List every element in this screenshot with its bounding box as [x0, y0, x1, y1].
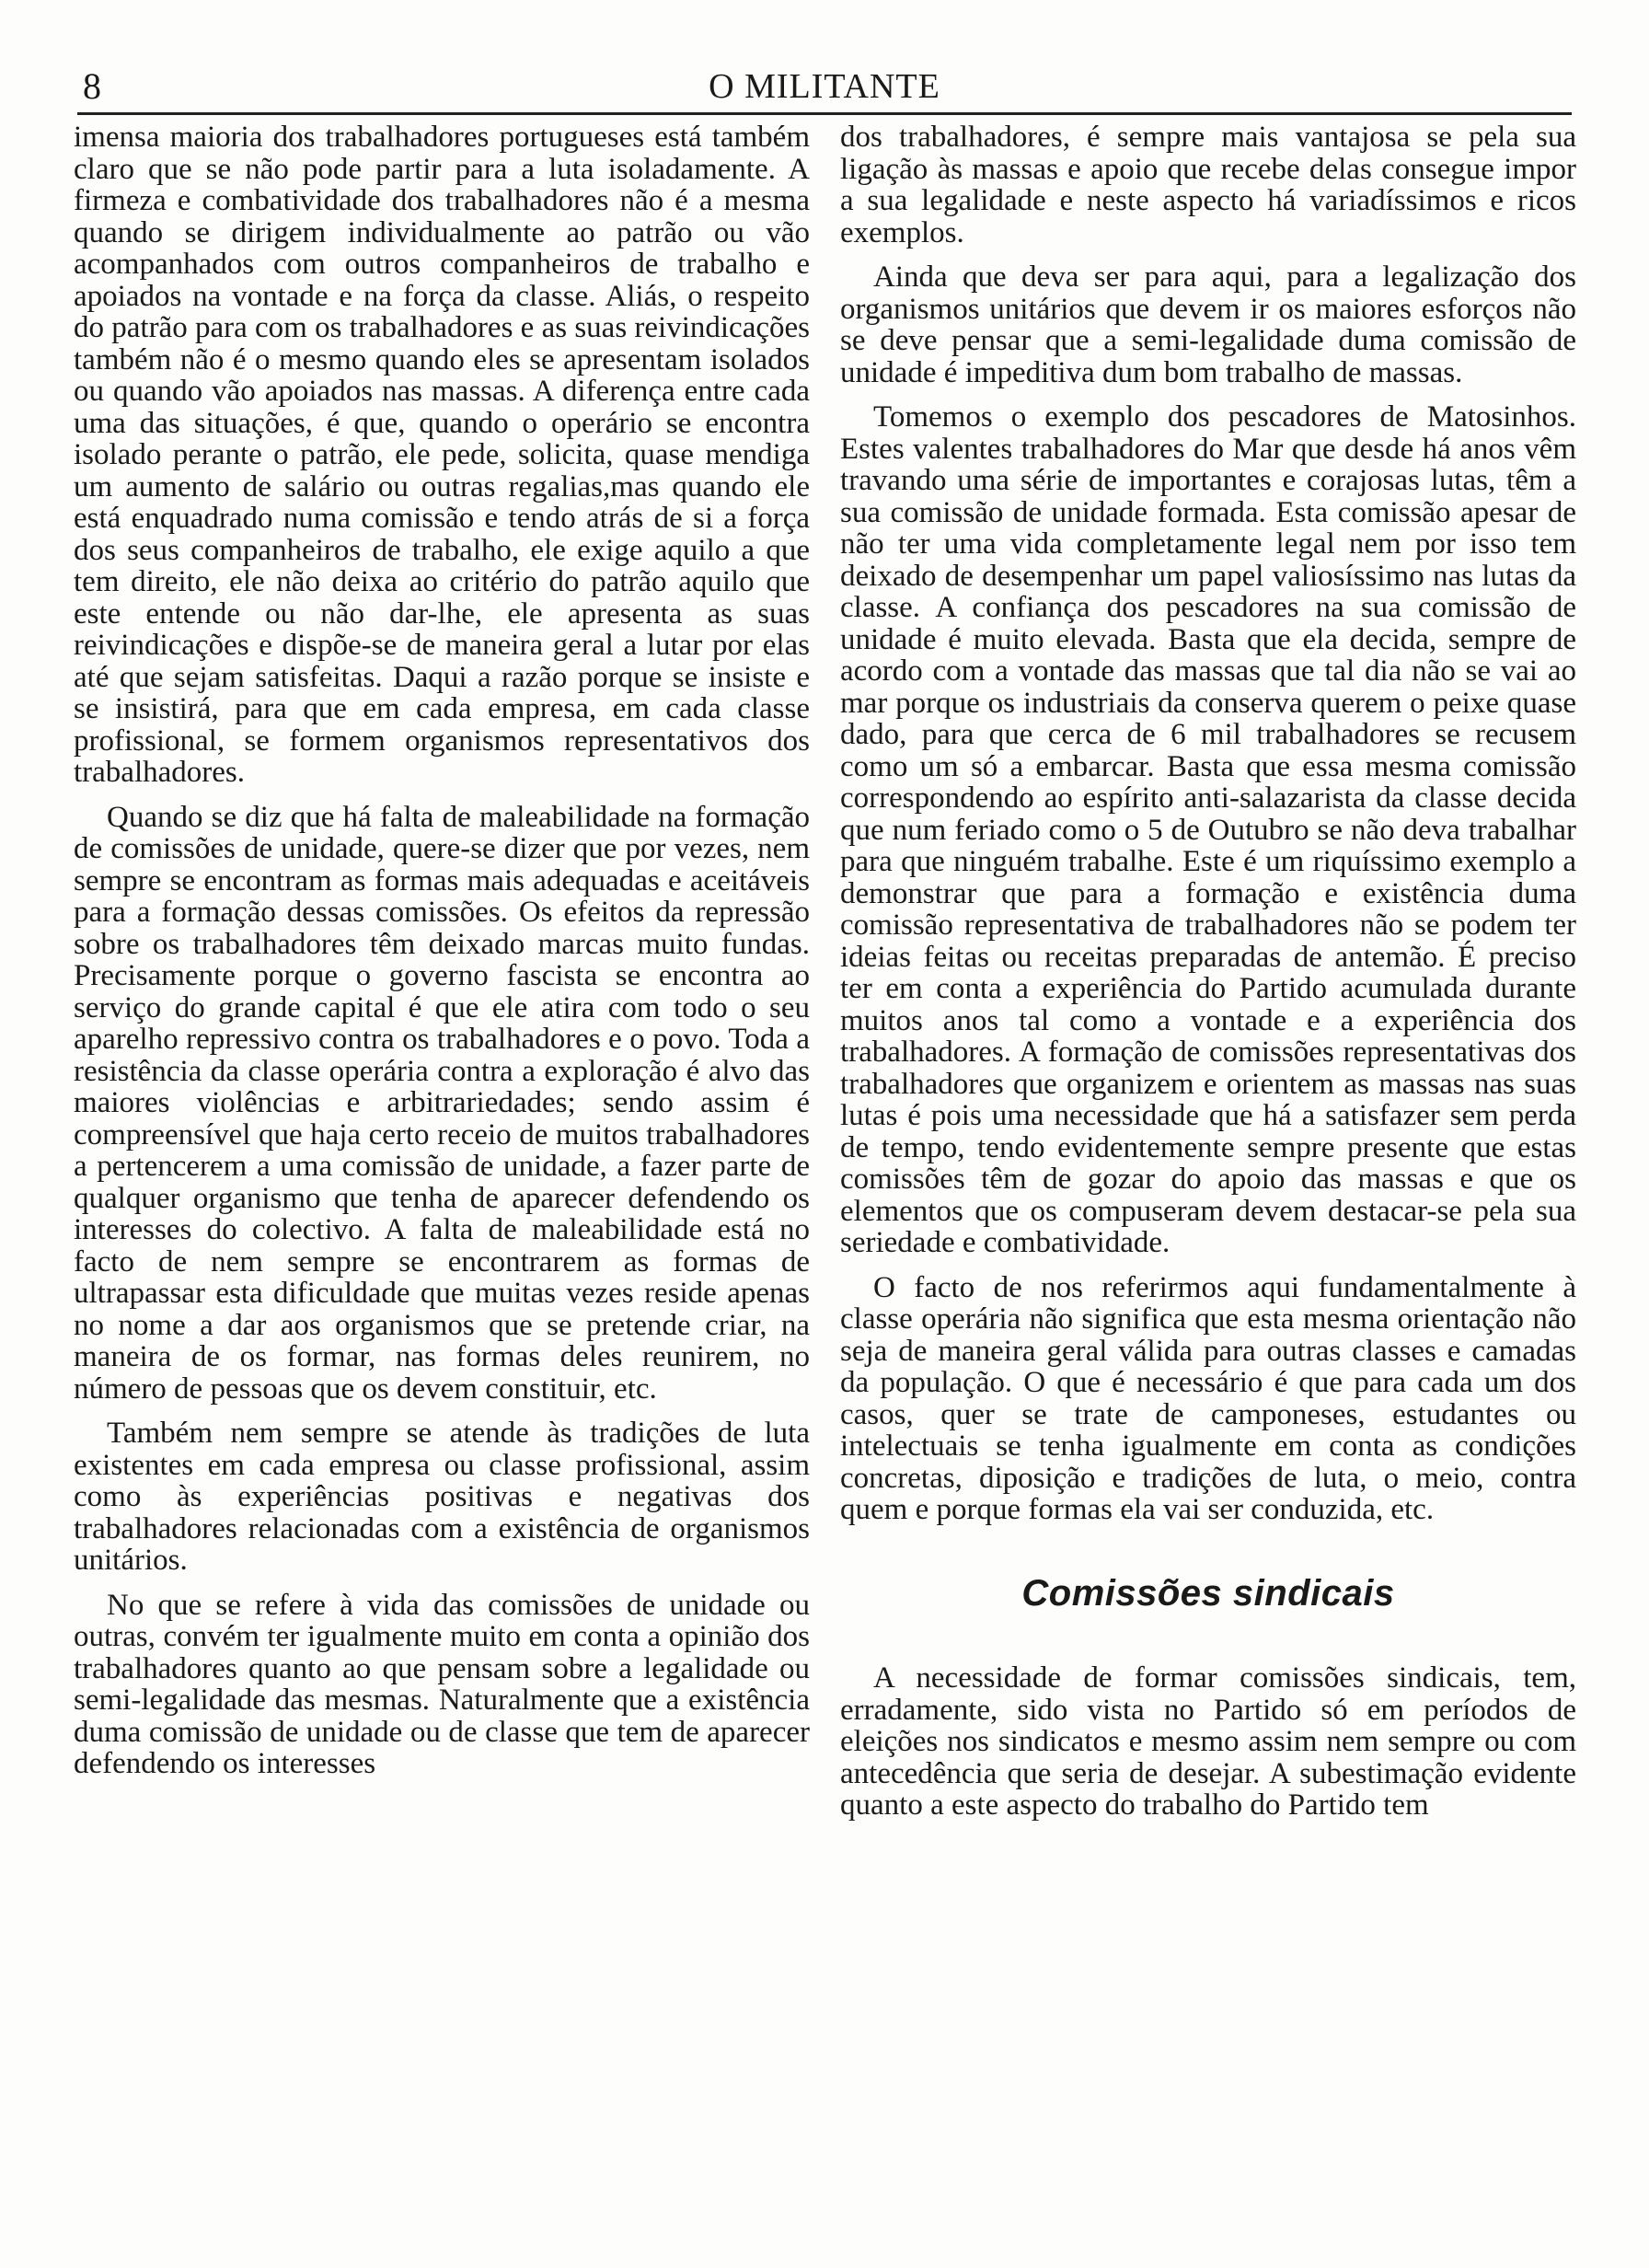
paragraph: A necessidade de formar comissões sindicais, tem, erradamente, sido vista no Partido só em períodos de eleições nos sindicatos e mesmo assim nem sempre ou com antecedência que seria de desejar. A subestimação evidente quanto a este aspecto do trabalho do Partido tem	[840, 1661, 1576, 1822]
publication-title: O MILITANTE	[709, 67, 940, 106]
paragraph: No que se refere à vida das comissões de unidade ou outras, convém ter igualmente muito em conta a opinião dos trabalhadores quanto ao que pensam sobre a legalidade ou semi-legalidade das mesmas. Naturalmente que a existência duma comissão de unidade ou de classe que tem de aparecer defendendo os interesses	[74, 1588, 810, 1780]
paragraph: Quando se diz que há falta de maleabilidade na formação de comissões de unidade, quere-se dizer que por vezes, nem sempre se encontram as formas mais adequadas e aceitáveis para a formação dessas comissões. Os efeitos da repressão sobre os trabalhadores têm deixado marcas muito fundas. Precisamente porque o governo fascista se encontra ao serviço do grande capital é que ele atira com todo o seu aparelho repressivo contra os trabalhadores e o povo. Toda a resistência da classe operária contra a exploração é alvo das maiores violências e arbitrariedades; sendo assim é compreensível que haja certo receio de muitos trabalhadores a pertencerem a uma comissão de unidade, a fazer parte de qualquer organismo que tenha de aparecer defendendo os interesses do colectivo. A falta de maleabilidade está no facto de nem sempre se encontrarem as formas de ultrapassar esta dificuldade que muitas vezes reside apenas no nome a dar aos organismos que se pretende criar, na maneira de os formar, nas formas deles reunirem, no número de pessoas que os devem constituir, etc.	[74, 800, 810, 1406]
paragraph: Ainda que deva ser para aqui, para a legalização dos organismos unitários que devem ir os maiores esforços não se deve pensar que a semi-legalidade duma comissão de unidade é impeditiva dum bom trabalho de massas.	[840, 260, 1576, 389]
paragraph: imensa maioria dos trabalhadores portugueses está também claro que se não pode partir para a luta isoladamente. A firmeza e combatividade dos trabalhadores não é a mesma quando se dirigem individualmente ao patrão ou vão acompanhados com outros companheiros de trabalho e apoiados na vontade e na força da classe. Aliás, o respeito do patrão para com os trabalhadores e as suas reivindicações também não é o mesmo quando eles se apresentam isolados ou quando vão apoiados nas massas. A diferença entre cada uma das situações, é que, quando o operário se encontra isolado perante o patrão, ele pede, solicita, quase mendiga um aumento de salário ou outras regalias,mas quando ele está enquadrado numa comissão e tendo atrás de si a força dos seus companheiros de trabalho, ele exige aquilo a que tem direito, ele não deixa ao critério do patrão aquilo que este entende ou não dar-lhe, ele apresenta as suas reivindicações e dispõe-se de maneira geral a lutar por elas até que sejam satisfeitas. Daqui a razão porque se insiste e se insistirá, para que em cada empresa, em cada classe profissional, se formem organismos representativos dos trabalhadores.	[74, 121, 810, 789]
page-number: 8	[83, 65, 101, 107]
header-rule	[77, 112, 1572, 115]
paragraph: O facto de nos referirmos aqui fundamentalmente à classe operária não significa que esta mesma orientação não seja de maneira geral válida para outras classes e camadas da população. O que é necessário é que para cada um dos casos, quer se trate de camponeses, estudantes ou intelectuais se tenha igualmente em conta as condições concretas, diposição e tradições de luta, o meio, contra quem e porque formas ela vai ser conduzida, etc.	[840, 1270, 1576, 1526]
right-column	[840, 122, 1576, 1822]
paragraph: dos trabalhadores, é sempre mais vantajosa se pela sua ligação às massas e apoio que recebe delas consegue impor a sua legalidade e neste aspecto há variadíssimos e ricos exemplos.	[840, 121, 1576, 249]
paragraph: Tomemos o exemplo dos pescadores de Matosinhos. Estes valentes trabalhadores do Mar que desde há anos vêm travando uma série de importantes e corajosas lutas, têm a sua comissão de unidade formada. Esta comissão apesar de não ter uma vida completamente legal nem por isso tem deixado de desempenhar um papel valiosíssimo nas lutas da classe. A confiança dos pescadores na sua comissão de unidade é muito elevada. Basta que ela decida, sempre de acordo com a vontade das massas que tal dia não se vai ao mar porque os industriais da conserva querem o peixe quase dado, para que cerca de 6 mil trabalhadores se recusem como um só a embarcar. Basta que essa mesma comissão correspondendo ao espírito anti-salazarista da classe decida que num feriado como o 5 de Outubro se não deva trabalhar para que ninguém trabalhe. Este é um riquíssimo exemplo a demonstrar que para a formação e existência duma comissão representativa de trabalhadores não se podem ter ideias feitas ou receitas preparadas de antemão. É preciso ter em conta a experiência do Partido acumulada durante muitos anos tal como a vontade e a experiência dos trabalhadores. A formação de comissões representativas dos trabalhadores que organizem e orientem as massas nas suas lutas é pois uma necessidade que há a satisfazer sem perda de tempo, tendo evidentemente sempre presente que estas comissões têm de gozar do apoio das massas e que os elementos que os compuseram devem destacar-se pela sua seriedade e combatividade.	[840, 400, 1576, 1259]
page-header	[77, 61, 1572, 110]
left-column	[74, 122, 810, 1780]
paragraph: Também nem sempre se atende às tradições de luta existentes em cada empresa ou classe profissional, assim como às experiências positivas e negativas dos trabalhadores relacionadas com a existência de organismos unitários.	[74, 1417, 810, 1577]
section-heading: Comissões sindicais	[1021, 1572, 1395, 1614]
